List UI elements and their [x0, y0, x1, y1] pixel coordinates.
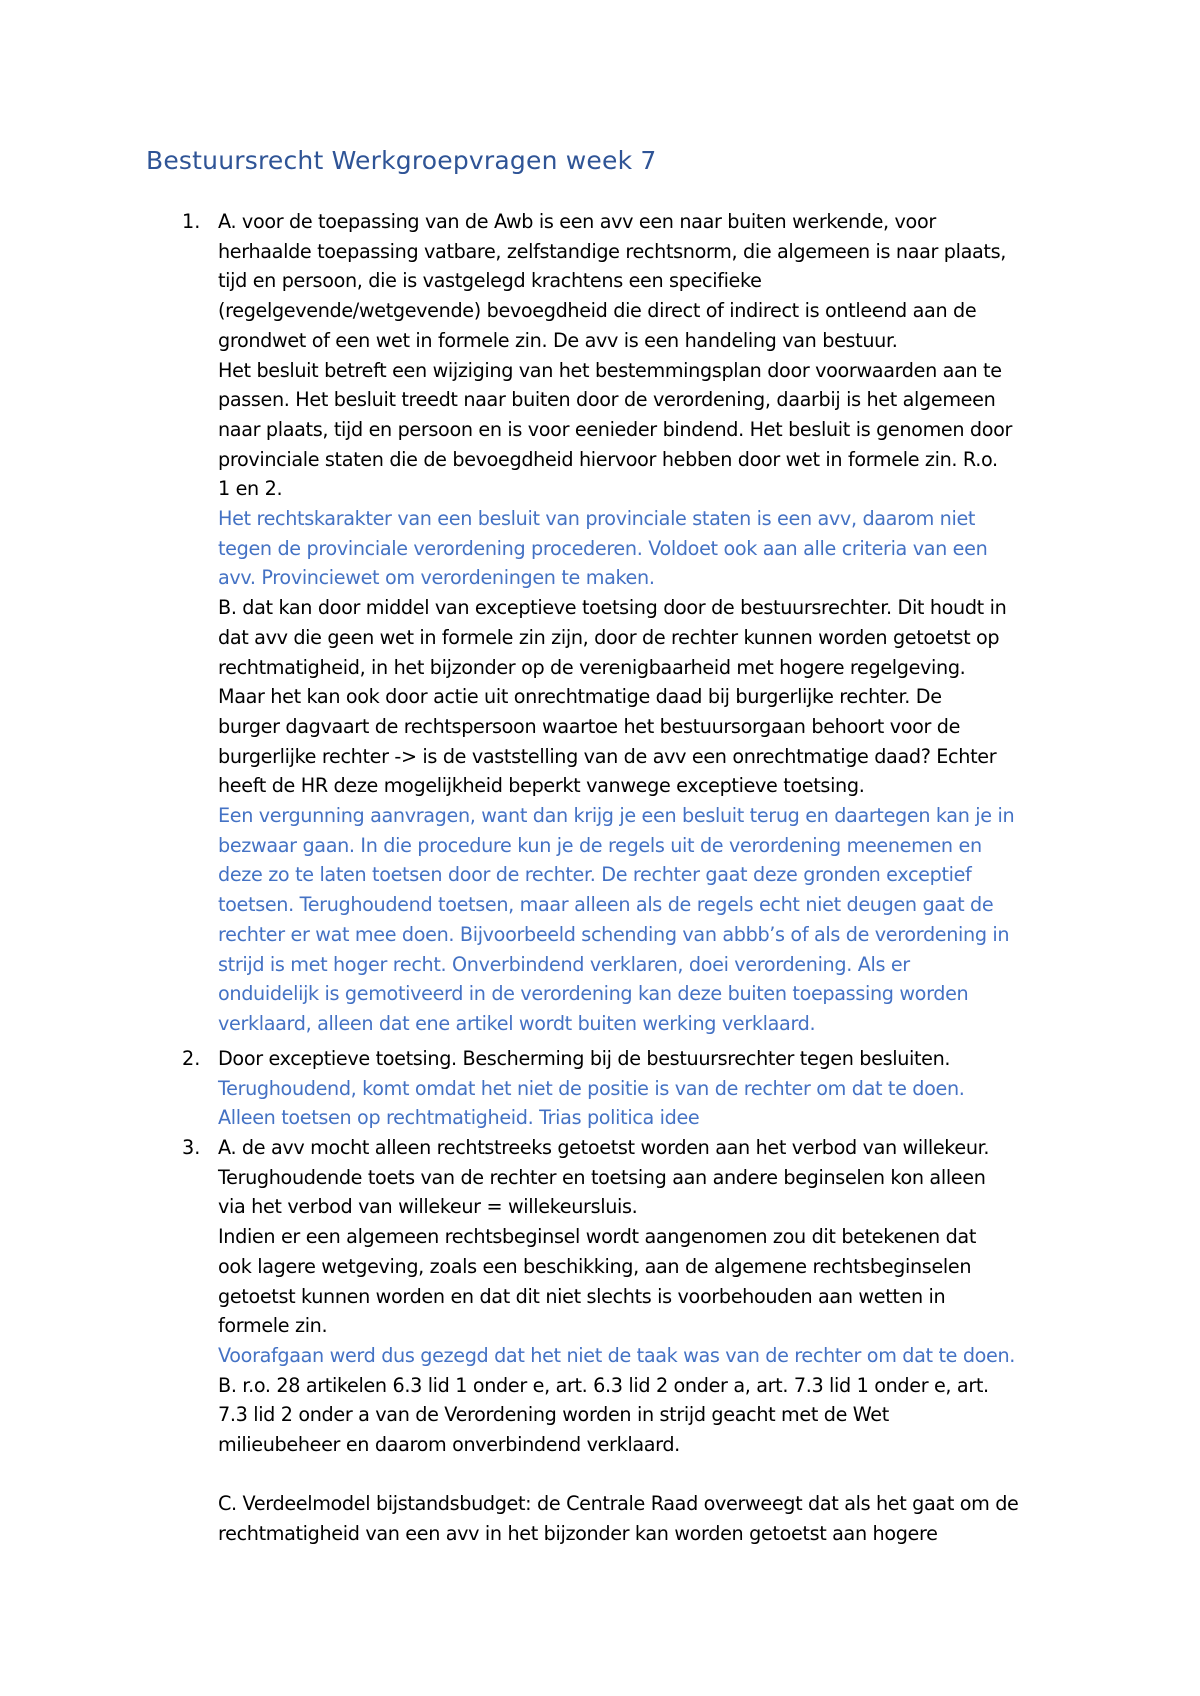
text-line: A. de avv mocht alleen rechtstreeks getoetst worden aan het verbod van willekeur.: [218, 1136, 990, 1159]
text-line: A. voor de toepassing van de Awb is een avv een naar buiten werkende, voor: [218, 210, 936, 233]
text-line: [218, 1460, 1098, 1490]
text-line: dat avv die geen wet in formele zin zijn, door de rechter kunnen worden getoetst op: [218, 625, 1000, 649]
text-line: heeft de HR deze mogelijkheid beperkt vanwege exceptieve toetsing.: [218, 774, 865, 798]
text-line: herhaalde toepassing vatbare, zelfstandige rechtsnorm, die algemeen is naar plaats,: [218, 239, 1006, 263]
text-line: onduidelijk is gemotiveerd in de verordening kan deze buiten toepassing worden: [218, 982, 969, 1006]
text-line: Terughoudende toets van de rechter en toetsing aan andere beginselen kon alleen: [218, 1165, 986, 1189]
text-line: rechtmatigheid van een avv in het bijzonder kan worden getoetst aan hogere: [218, 1522, 938, 1546]
text-line: via het verbod van willekeur = willekeursluis.: [218, 1195, 638, 1219]
list-number-2: 2.: [182, 1047, 201, 1070]
text-line: Terughoudend, komt omdat het niet de positie is van de rechter om dat te doen.: [218, 1076, 965, 1100]
text-line: grondwet of een wet in formele zin. De avv is een handeling van bestuur.: [218, 328, 898, 352]
text-line: naar plaats, tijd en persoon en is voor eenieder bindend. Het besluit is genomen door: [218, 417, 1013, 441]
text-line: rechtmatigheid, in het bijzonder op de verenigbaarheid met hogere regelgeving.: [218, 655, 966, 679]
text-line: ook lagere wetgeving, zoals een beschikking, aan de algemene rechtsbeginselen: [218, 1254, 972, 1278]
text-line: Maar het kan ook door actie uit onrechtmatige daad bij burgerlijke rechter. De: [218, 685, 942, 709]
text-line: strijd is met hoger recht. Onverbindend verklaren, doei verordening. Als er: [218, 952, 910, 976]
text-line: Indien er een algemeen rechtsbeginsel wordt aangenomen zou dit betekenen dat: [218, 1225, 977, 1249]
text-line: burger dagvaart de rechtspersoon waartoe het bestuursorgaan behoort voor de: [218, 714, 961, 738]
text-line: B. dat kan door middel van exceptieve toetsing door de bestuursrechter. Dit houdt in: [218, 596, 1007, 620]
text-line: Het rechtskarakter van een besluit van provinciale staten is een avv, daarom niet: [218, 507, 976, 531]
text-line: milieubeheer en daarom onverbindend verklaard.: [218, 1433, 680, 1457]
text-line: Alleen toetsen op rechtmatigheid. Trias politica idee: [218, 1106, 700, 1130]
text-line: bezwaar gaan. In die procedure kun je de regels uit de verordening meenemen en: [218, 833, 982, 857]
text-line: 1 en 2.: [218, 477, 283, 501]
text-line: getoetst kunnen worden en dat dit niet slechts is voorbehouden aan wetten in: [218, 1284, 946, 1308]
list-item-3: [218, 1133, 1098, 1549]
text-line: Door exceptieve toetsing. Bescherming bij de bestuursrechter tegen besluiten.: [218, 1047, 951, 1070]
text-line: Voorafgaan werd dus gezegd dat het niet de taak was van de rechter om dat te doen.: [218, 1343, 1016, 1367]
list-item-2: [218, 1044, 1098, 1133]
list-number-1: 1.: [182, 210, 201, 233]
page-title: Bestuursrecht Werkgroepvragen week 7: [146, 146, 657, 175]
text-line: Het besluit betreft een wijziging van het bestemmingsplan door voorwaarden aan te: [218, 358, 1002, 382]
text-line: burgerlijke rechter -> is de vaststelling van de avv een onrechtmatige daad? Echter: [218, 744, 997, 768]
text-line: toetsen. Terughoudend toetsen, maar alleen als de regels echt niet deugen gaat de: [218, 893, 994, 917]
text-line: formele zin.: [218, 1314, 328, 1338]
text-line: B. r.o. 28 artikelen 6.3 lid 1 onder e, art. 6.3 lid 2 onder a, art. 7.3 lid 1 onder e, art.: [218, 1373, 989, 1397]
list-number-3: 3.: [182, 1136, 201, 1159]
text-line: rechter er wat mee doen. Bijvoorbeeld schending van abbb’s of als de verordening in: [218, 922, 1010, 946]
text-line: tijd en persoon, die is vastgelegd krachtens een specifieke: [218, 269, 762, 293]
text-line: tegen de provinciale verordening procederen. Voldoet ook aan alle criteria van een: [218, 536, 988, 560]
text-line: avv. Provinciewet om verordeningen te maken.: [218, 566, 655, 590]
text-line: verklaard, alleen dat ene artikel wordt buiten werking verklaard.: [218, 1011, 816, 1035]
text-line: (regelgevende/wetgevende) bevoegdheid die direct of indirect is ontleend aan de: [218, 299, 977, 323]
text-line: deze zo te laten toetsen door de rechter. De rechter gaat deze gronden exceptief: [218, 863, 972, 887]
text-line: Een vergunning aanvragen, want dan krijg je een besluit terug en daartegen kan je in: [218, 804, 1015, 828]
text-line: passen. Het besluit treedt naar buiten door de verordening, daarbij is het algemeen: [218, 388, 996, 412]
text-line: 7.3 lid 2 onder a van de Verordening worden in strijd geacht met de Wet: [218, 1403, 889, 1427]
text-line: provinciale staten die de bevoegdheid hiervoor hebben door wet in formele zin. R.o.: [218, 447, 998, 471]
text-line: C. Verdeelmodel bijstandsbudget: de Centrale Raad overweegt dat als het gaat om de: [218, 1492, 1019, 1516]
list-item-1: [218, 207, 1098, 1039]
